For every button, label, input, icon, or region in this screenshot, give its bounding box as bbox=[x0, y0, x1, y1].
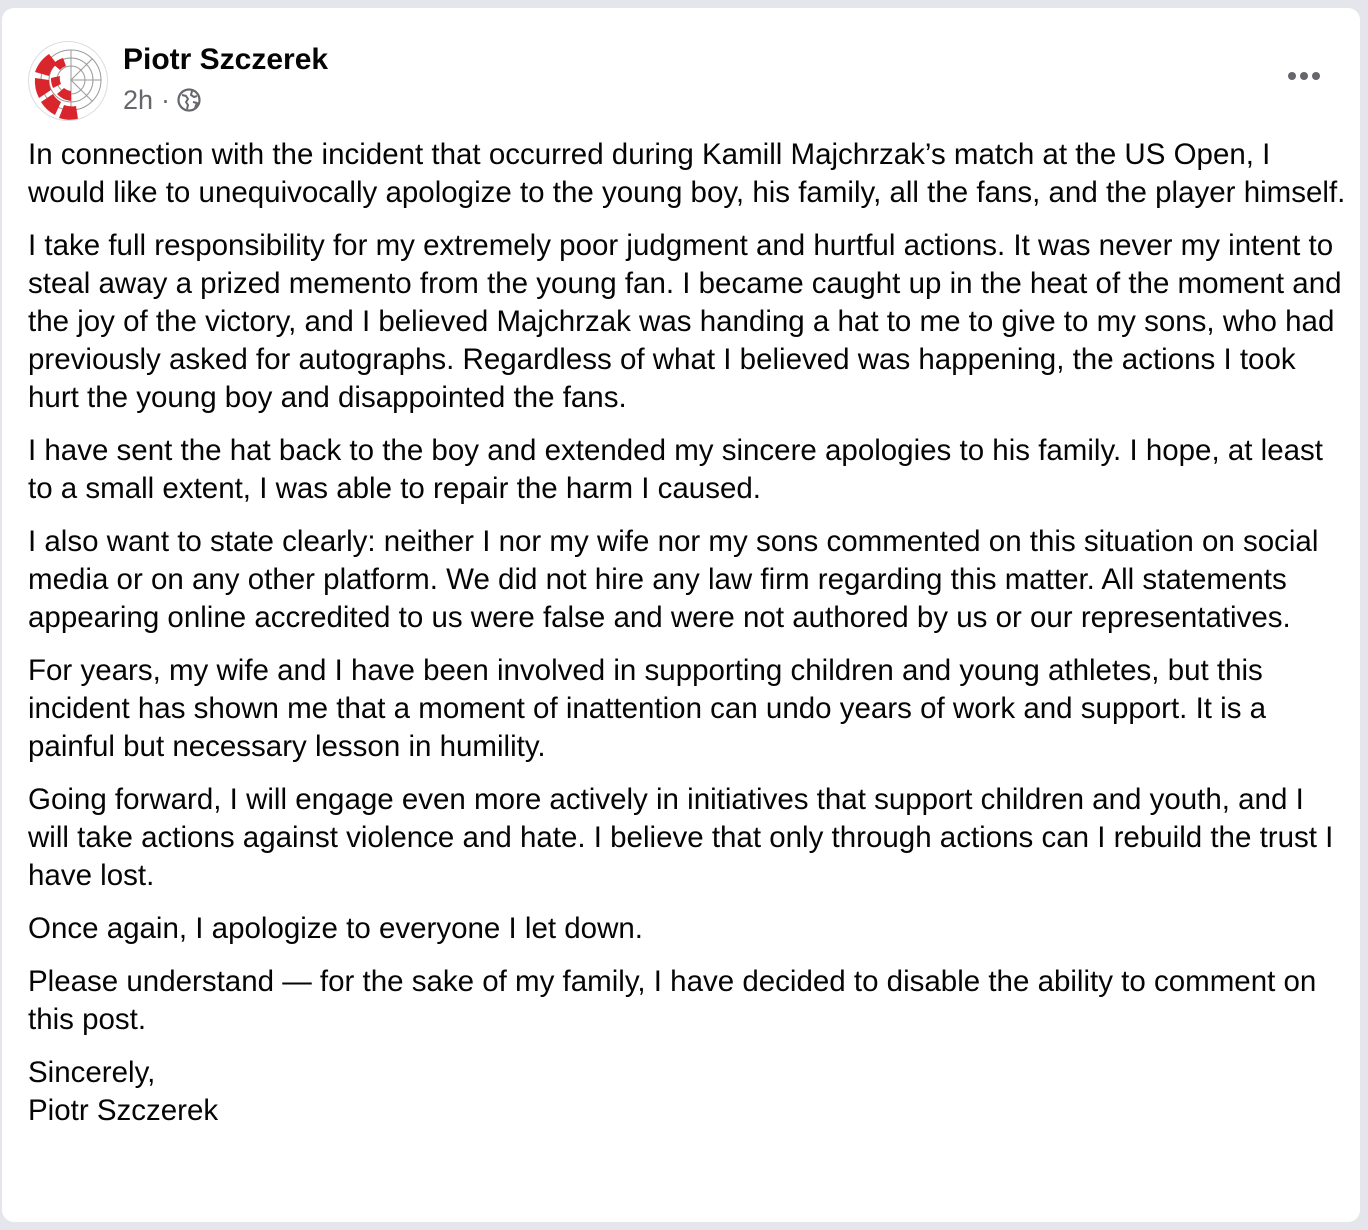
post-paragraph: For years, my wife and I have been involved in supporting children and young athletes, but this incident has shown me that a moment of inattention can undo years of work and support. It is a painful but necessary lesson in humility. bbox=[28, 654, 1267, 763]
post-timestamp[interactable]: 2h bbox=[123, 84, 154, 115]
post-paragraph: I also want to state clearly: neither I nor my wife nor my sons commented on this situation on social media or on any other platform. We did not hire any law firm regarding this matter. All statements appearing online accredited to us were false and were not authored by us or our representatives. bbox=[28, 525, 1319, 634]
post-paragraph: I have sent the hat back to the boy and extended my sincere apologies to his family. I hope, at least to a small extent, I was able to repair the harm I caused. bbox=[28, 434, 1323, 505]
post-signature: Piotr Szczerek bbox=[28, 1094, 219, 1127]
avatar[interactable] bbox=[28, 41, 108, 121]
company-logo-icon bbox=[29, 42, 108, 121]
post-paragraph: In connection with the incident that occurred during Kamill Majchrzak’s match at the US Open, I would like to unequivocally apologize to the young boy, his family, all the fans, and the player himself. bbox=[28, 138, 1346, 209]
post-paragraph: I take full responsibility for my extremely poor judgment and hurtful actions. It was never my intent to steal away a prized memento from the young fan. I became caught up in the heat of the moment and the joy of the victory, and I believed Majchrzak was handing a hat to me to give to my sons, who had previously asked for autographs. Regardless of what I believed was happening, the actions I took hurt the young boy and disappointed the fans. bbox=[28, 229, 1342, 414]
more-options-button[interactable] bbox=[1276, 52, 1332, 100]
post-meta bbox=[123, 81, 202, 119]
post-signoff: Sincerely, bbox=[28, 1056, 156, 1089]
post-paragraph: Going forward, I will engage even more actively in initiatives that support children and youth, and I will take actions against violence and hate. I believe that only through actions can I rebuild the trust I have lost. bbox=[28, 783, 1334, 892]
post-paragraph: Please understand — for the sake of my family, I have decided to disable the ability to comment on this post. bbox=[28, 965, 1317, 1036]
post-signature-block bbox=[28, 1054, 1348, 1130]
post-body bbox=[28, 136, 1348, 1145]
meta-separator: · bbox=[161, 84, 171, 115]
more-horizontal-icon bbox=[1288, 72, 1296, 80]
post-card bbox=[2, 8, 1360, 1222]
post-paragraph: Once again, I apologize to everyone I let down. bbox=[28, 912, 643, 945]
post-author-name[interactable]: Piotr Szczerek bbox=[123, 43, 329, 76]
globe-icon[interactable] bbox=[176, 87, 202, 113]
